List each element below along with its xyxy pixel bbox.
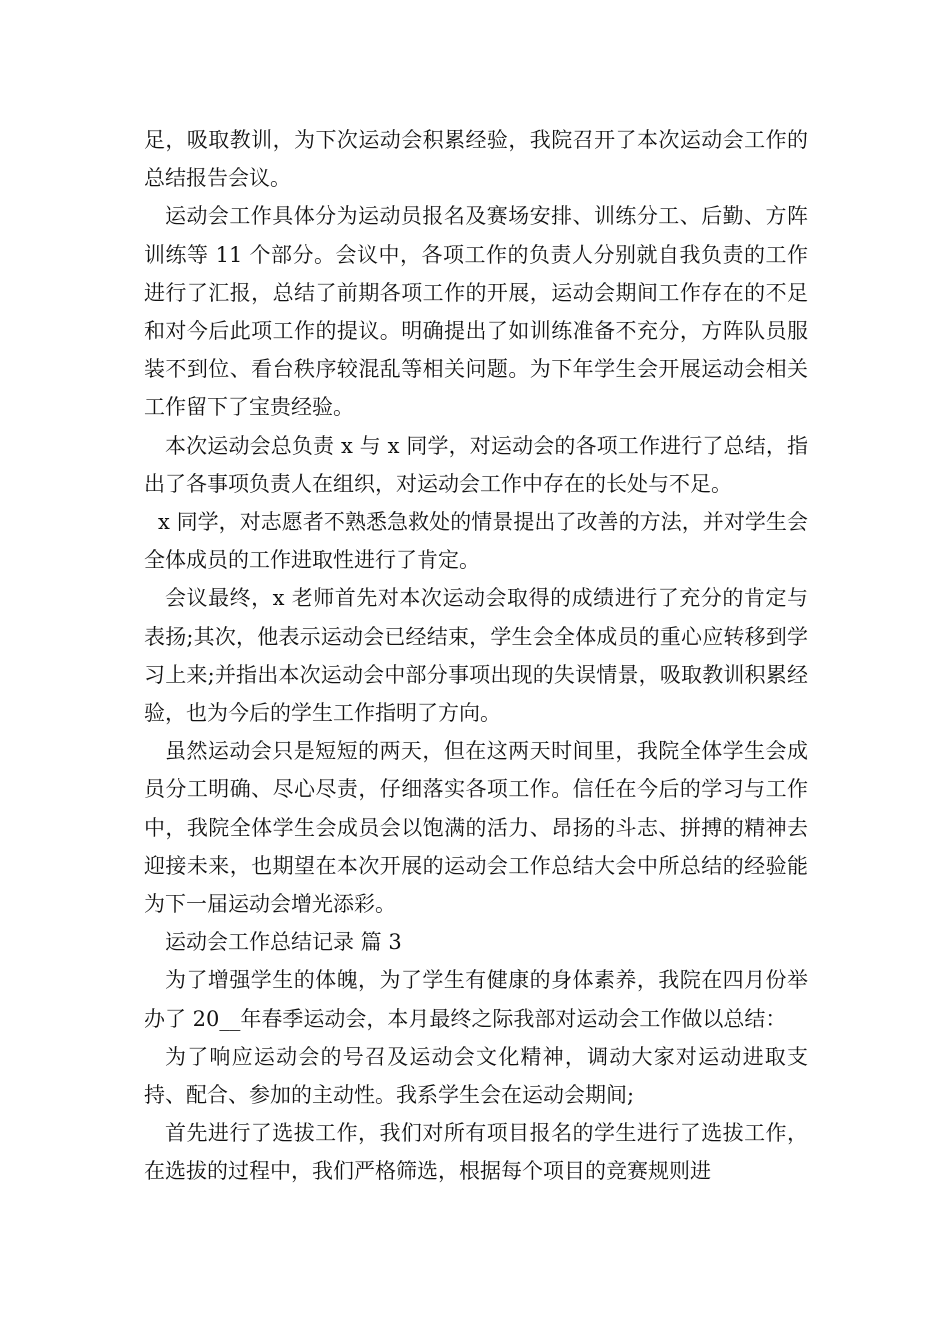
paragraph: 为了响应运动会的号召及运动会文化精神，调动大家对运动进取支持、配合、参加的主动性。我系学生会在运动会期间; [144, 1044, 808, 1108]
paragraph: 运动会工作具体分为运动员报名及赛场安排、训练分工、后勤、方阵训练等 11 个部分。会议中，各项工作的负责人分别就自我负责的工作进行了汇报，总结了前期各项工作的开展，运动会期间工作存在的不足和对今后此项工作的提议。明确提出了如训练准备不充分，方阵队员服装不到位、看台秩序较混乱等相关问题。为下年学生会开展运动会相关工作留下了宝贵经验。 [144, 204, 808, 420]
document-body [144, 121, 808, 1191]
paragraph: 虽然运动会只是短短的两天，但在这两天时间里，我院全体学生会成员分工明确、尽心尽责，仔细落实各项工作。信任在今后的学习与工作中，我院全体学生会成员会以饱满的活力、昂扬的斗志、拼搏的精神去迎接未来，也期望在本次开展的运动会工作总结大会中所总结的经验能为下一届运动会增光添彩。 [144, 739, 808, 917]
paragraph: 足，吸取教训，为下次运动会积累经验，我院召开了本次运动会工作的总结报告会议。 [144, 128, 808, 191]
section-heading: 运动会工作总结记录 篇 3 [165, 930, 402, 955]
paragraph: 会议最终，x 老师首先对本次运动会取得的成绩进行了充分的肯定与表扬;其次，他表示运动会已经结束，学生会全体成员的重心应转移到学习上来;并指出本次运动会中部分事项出现的失误情景，吸取教训积累经验，也为今后的学生工作指明了方向。 [144, 586, 808, 726]
paragraph: 首先进行了选拔工作，我们对所有项目报名的学生进行了选拔工作，在选拔的过程中，我们严格筛选，根据每个项目的竞赛规则进 [144, 1121, 808, 1184]
paragraph: x 同学，对志愿者不熟悉急救处的情景提出了改善的方法，并对学生会全体成员的工作进取性进行了肯定。 [144, 510, 808, 573]
paragraph: 本次运动会总负责 x 与 x 同学，对运动会的各项工作进行了总结，指出了各事项负责人在组织，对运动会工作中存在的长处与不足。 [144, 433, 808, 496]
paragraph: 为了增强学生的体魄，为了学生有健康的身体素养，我院在四月份举办了 20__年春季运动会，本月最终之际我部对运动会工作做以总结： [144, 968, 808, 1031]
